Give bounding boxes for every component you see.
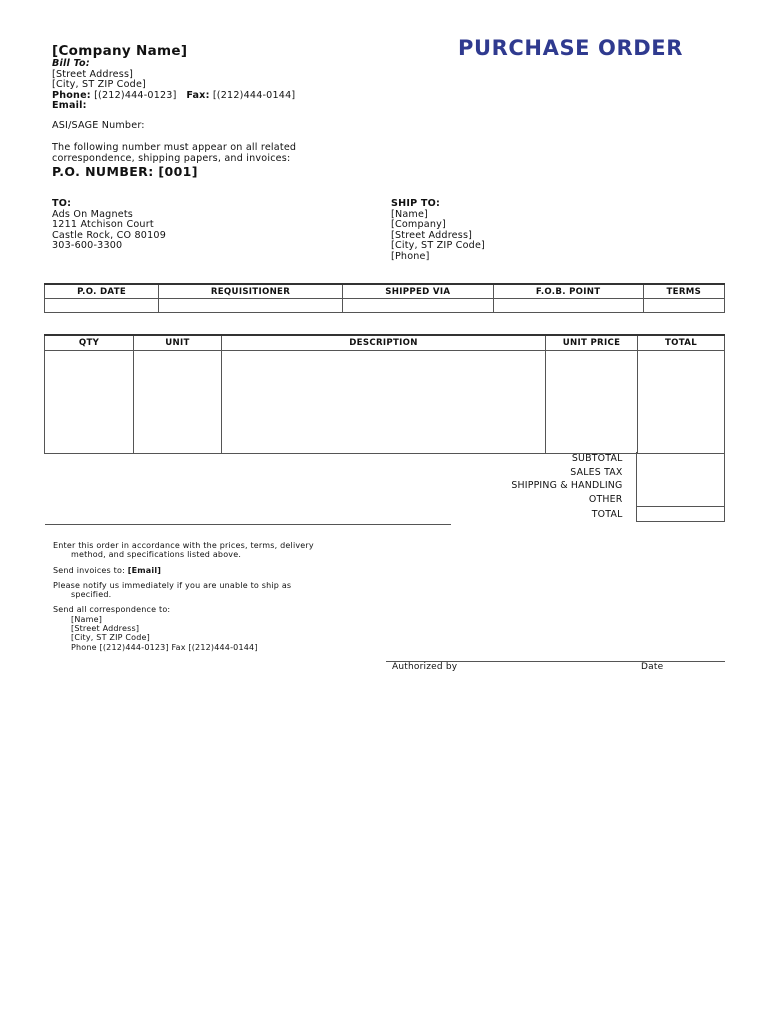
to-label: TO: (52, 198, 72, 209)
asi-sage-number: ASI/SAGE Number: (52, 120, 145, 131)
header-unit: UNIT (134, 335, 222, 351)
header-requisitioner: REQUISITIONER (159, 284, 343, 299)
fax-value: [(212)444-0144] (212, 89, 296, 101)
header-terms: TERMS (643, 284, 724, 299)
ship-to-block (391, 199, 485, 263)
notes-line: method, and specifications listed above. (71, 550, 242, 560)
sales-tax-label: SALES TAX (570, 466, 623, 478)
to-line: Ads On Magnets (52, 208, 134, 220)
ship-to-line: [Name] (391, 208, 428, 220)
email-label: Email: (52, 100, 87, 112)
fob-point-cell[interactable] (493, 299, 643, 313)
qty-cell[interactable] (45, 351, 134, 454)
phone-label: Phone: (52, 89, 91, 101)
ship-to-line: [Street Address] (391, 229, 473, 241)
header-description: DESCRIPTION (222, 335, 546, 351)
shipping-handling-value[interactable] (636, 479, 725, 493)
header-po-date: P.O. DATE (45, 284, 159, 299)
po-instruction (52, 143, 296, 164)
header-fob-point: F.O.B. POINT (493, 284, 643, 299)
totals-table (486, 452, 725, 522)
to-line: Castle Rock, CO 80109 (52, 229, 167, 241)
document-title: PURCHASE ORDER (458, 36, 684, 60)
grand-total-value[interactable] (636, 507, 725, 522)
subtotal-value[interactable] (636, 452, 725, 466)
ship-to-line: [Phone] (391, 250, 430, 262)
date-label: Date (641, 662, 664, 672)
header-total: TOTAL (638, 335, 725, 351)
to-line: 1211 Atchison Court (52, 219, 154, 231)
notes-block (53, 541, 314, 658)
ship-to-line: [Company] (391, 219, 446, 231)
other-value[interactable] (636, 493, 725, 507)
other-label: OTHER (588, 494, 623, 506)
unit-cell[interactable] (134, 351, 222, 454)
company-name: [Company Name] (52, 43, 188, 59)
shipped-via-cell[interactable] (342, 299, 493, 313)
order-info-table (44, 283, 725, 313)
terms-cell[interactable] (643, 299, 724, 313)
phone-value: [(212)444-0123] (94, 89, 177, 101)
correspondence-name: [Name] (71, 614, 103, 624)
po-number: P.O. NUMBER: [001] (52, 164, 198, 179)
notes-line: specified. (71, 590, 112, 600)
description-cell[interactable] (222, 351, 546, 454)
bill-to-street: [Street Address] (52, 68, 134, 80)
grand-total-label: TOTAL (591, 508, 623, 520)
bill-to-city: [City, ST ZIP Code] (52, 79, 146, 91)
to-line: 303-600-3300 (52, 240, 123, 252)
correspondence-phone: Phone [(212)444-0123] Fax [(212)444-0144] (71, 642, 258, 652)
ship-to-line: [City, ST ZIP Code] (391, 240, 485, 252)
bill-to-phone-fax (52, 91, 295, 102)
authorized-by-label: Authorized by (392, 662, 458, 672)
requisitioner-cell[interactable] (159, 299, 343, 313)
bill-to-label: Bill To: (52, 58, 90, 69)
bill-to-block (52, 59, 295, 112)
shipping-handling-label: SHIPPING & HANDLING (511, 480, 623, 492)
notes-line: Enter this order in accordance with the prices, terms, delivery (53, 541, 314, 550)
unit-price-cell[interactable] (546, 351, 638, 454)
invoices-email: [Email] (127, 565, 162, 575)
total-cell[interactable] (638, 351, 725, 454)
correspondence-label: Send all correspondence to: (53, 605, 171, 615)
ship-to-label: SHIP TO: (391, 198, 441, 209)
sales-tax-value[interactable] (636, 466, 725, 480)
header-qty: QTY (45, 335, 134, 351)
items-table (44, 334, 725, 454)
invoices-label: Send invoices to: (53, 565, 128, 575)
po-instruction-line2: correspondence, shipping papers, and invoices: (52, 152, 291, 164)
header-shipped-via: SHIPPED VIA (342, 284, 493, 299)
correspondence-city: [City, ST ZIP Code] (71, 633, 151, 643)
to-block (52, 199, 166, 252)
subtotal-label: SUBTOTAL (571, 453, 623, 465)
po-date-cell[interactable] (45, 299, 159, 313)
notes-line: Please notify us immediately if you are unable to ship as (53, 580, 292, 590)
correspondence-street: [Street Address] (71, 624, 140, 634)
divider (45, 524, 451, 525)
header-unit-price: UNIT PRICE (546, 335, 638, 351)
po-instruction-line1: The following number must appear on all related (52, 142, 297, 153)
fax-label: Fax: (186, 89, 210, 101)
